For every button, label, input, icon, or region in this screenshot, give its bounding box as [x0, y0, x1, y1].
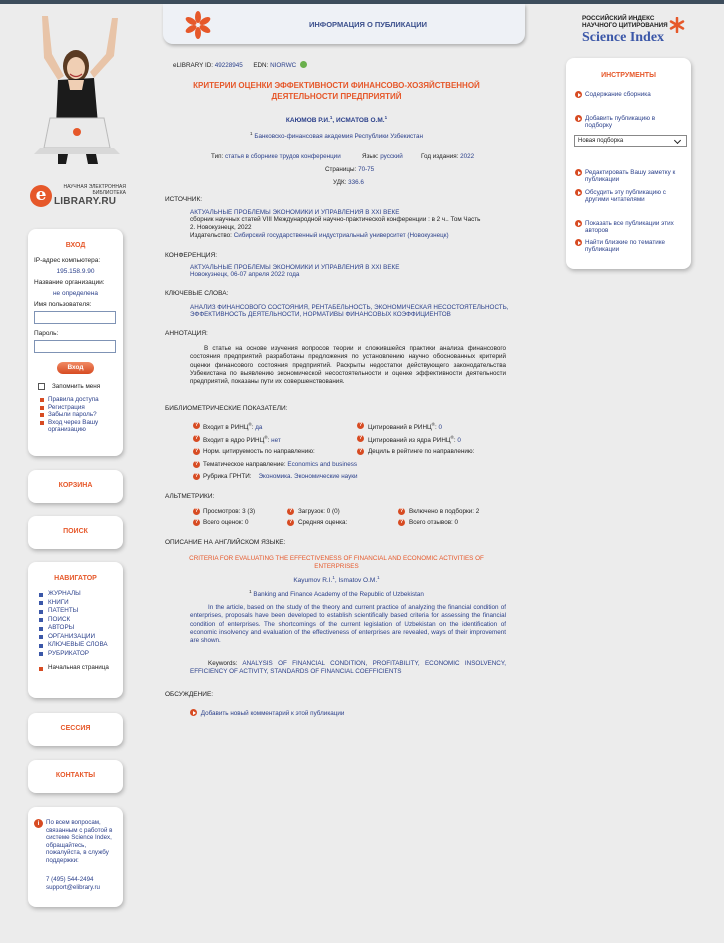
help-icon[interactable]	[287, 508, 294, 515]
arrow-icon	[190, 709, 197, 716]
english-abstract: In the article, based on the study of the theory and current practice of analyzing the financial condition of enterprises, proposals have been developed to establish scientifically based criteria for assessing the financial condition of enterprises. The shortcomings of the current legislation of Uzbekistan on the identification of economic insolvency and evaluation of the effectiveness of enterprises are revealed, ways of their improvement are shown.	[190, 604, 506, 645]
nav-search[interactable]: ПОИСК	[36, 616, 123, 625]
english-label: ОПИСАНИЕ НА АНГЛИЙСКОМ ЯЗЫКЕ:	[165, 539, 286, 546]
author-link[interactable]: ИСМАТОВ О.М.	[336, 117, 385, 125]
annotation-text: В статье на основе изучения вопросов теории и сложившейся практики анализа финансового состояния предприятий разработаны предложения по установлению научно обоснованных критерий оценки финансового состояния предприятий. Раскрыты недостатки действующего законодательства Узбекистана по выявлению экономической несостоятельности и оценке эффективности деятельности предприятий, показаны пути их совершенствования.	[190, 345, 506, 386]
nav-authors[interactable]: АВТОРЫ	[36, 624, 123, 633]
copy-icon[interactable]	[300, 61, 307, 68]
english-authors: Kayumov R.I.$^1$, Ismatov O.M.$^1$	[293, 575, 380, 585]
bullet-icon	[39, 627, 43, 631]
access-rules-link[interactable]: Правила доступа	[40, 396, 123, 404]
conference-title[interactable]: АКТУАЛЬНЫЕ ПРОБЛЕМЫ ЭКОНОМИКИ И УПРАВЛЕНИЯ В XXI ВЕКЕ	[190, 264, 400, 271]
elibrary-id-row: eLIBRARY ID: 49228945 EDN: NIORWC	[173, 61, 307, 69]
help-icon[interactable]	[193, 473, 200, 480]
tools-title: ИНСТРУМЕНТЫ	[601, 72, 656, 79]
theme-direction: Тематическое направление: Economics and business	[203, 461, 358, 468]
conference-label: КОНФЕРЕНЦИЯ:	[165, 252, 218, 259]
help-icon[interactable]	[193, 448, 200, 455]
remember-checkbox[interactable]	[38, 383, 45, 390]
science-index-tagline: РОССИЙСКИЙ ИНДЕКС НАУЧНОГО ЦИТИРОВАНИЯ	[582, 15, 668, 29]
password-label: Пароль:	[34, 330, 59, 337]
bullet-icon	[39, 644, 43, 648]
grnti-rubric: Рубрика ГРНТИ: Экономика. Экономические науки	[203, 473, 358, 480]
elibrary-logo[interactable]	[30, 183, 126, 213]
ip-value: 195.158.9.90	[56, 268, 95, 275]
bullet-icon	[39, 635, 43, 639]
tool-edit-note[interactable]: Редактировать Вашу заметку к публикации	[575, 169, 693, 183]
source-desc: сборник научных статей VIII Международной научно-практической конференции : в 2 ч.. Том Часть	[190, 216, 481, 223]
bullet-icon	[39, 593, 43, 597]
search-box[interactable]	[28, 516, 123, 549]
login-title: ВХОД	[65, 242, 86, 249]
tool-contents[interactable]: Содержание сборника	[575, 91, 687, 98]
core-in: Входит в ядро РИНЦ®: нет	[203, 435, 281, 445]
help-icon[interactable]	[398, 519, 405, 526]
help-icon[interactable]	[193, 461, 200, 468]
arrow-icon	[575, 115, 582, 122]
bullet-icon	[40, 413, 44, 417]
username-input[interactable]	[34, 311, 116, 324]
downloads-count: Загрузок: 0 (0)	[298, 508, 340, 515]
arrow-icon	[575, 189, 582, 196]
nav-organizations[interactable]: ОРГАНИЗАЦИИ	[36, 633, 123, 642]
ip-label: IP-адрес компьютера:	[34, 257, 101, 264]
publication-pages: Страницы: 70-75	[325, 166, 375, 173]
altmetrics-label: АЛЬТМЕТРИКИ:	[165, 493, 215, 500]
login-button[interactable]: Вход	[57, 362, 94, 374]
english-keywords: Keywords: ANALYSIS OF FINANCIAL CONDITION, PROFITABILITY, ECONOMIC INSOLVENCY, EFFICIENCY OF ACTIVITY, STANDARDS OF FINANCIAL COEFFICIENTS	[190, 660, 506, 676]
nav-patents[interactable]: ПАТЕНТЫ	[36, 607, 123, 616]
help-icon[interactable]	[357, 422, 364, 429]
tools-panel	[566, 58, 691, 269]
arrow-icon	[575, 220, 582, 227]
bullet-icon	[39, 601, 43, 605]
bibliometrics-label: БИБЛИОМЕТРИЧЕСКИЕ ПОКАЗАТЕЛИ:	[165, 405, 288, 412]
bullet-icon	[40, 406, 44, 410]
nav-books[interactable]: КНИГИ	[36, 599, 123, 608]
author-link[interactable]: КАЮМОВ Р.И.	[285, 117, 330, 125]
elibrary-tagline: НАУЧНАЯ ЭЛЕКТРОННАЯ БИБЛИОТЕКА	[63, 184, 126, 196]
average-rating: Средняя оценка:	[298, 519, 348, 526]
discussion-label: ОБСУЖДЕНИЕ:	[165, 691, 214, 698]
register-link[interactable]: Регистрация	[40, 404, 123, 412]
support-phone: 7 (495) 544-2494	[46, 876, 94, 883]
help-icon[interactable]	[398, 508, 405, 515]
page-title: ИНФОРМАЦИЯ О ПУБЛИКАЦИИ	[309, 20, 428, 29]
contacts-title: КОНТАКТЫ	[55, 772, 96, 779]
citations-core: Цитирований из ядра РИНЦ®: 0	[368, 435, 461, 445]
session-box[interactable]	[28, 713, 123, 746]
nav-rubricator[interactable]: РУБРИКАТОР	[36, 650, 123, 659]
nav-home[interactable]: Начальная страница	[36, 664, 123, 673]
navigator-panel	[28, 562, 123, 698]
authors-row: КАЮМОВ Р.И.$^1$, ИСМАТОВ О.М.$^1$	[285, 115, 388, 125]
publication-meta: Тип: статья в сборнике трудов конференции	[211, 153, 341, 160]
support-panel	[28, 807, 123, 907]
conference-place: Новокузнецк, 06-07 апреля 2022 года	[190, 271, 300, 278]
chevron-down-icon	[674, 137, 681, 144]
keywords-line-1[interactable]: АНАЛИЗ ФИНАНСОВОГО СОСТОЯНИЯ, РЕНТАБЕЛЬНОСТЬ, ЭКОНОМИЧЕСКАЯ НЕСОСТОЯТЕЛЬНОСТЬ,	[190, 304, 509, 311]
support-email[interactable]: support@elibrary.ru	[46, 884, 100, 891]
elibrary-id: 49228945	[214, 62, 243, 69]
arrow-icon	[575, 169, 582, 176]
org-label: Название организации:	[34, 279, 105, 286]
password-input[interactable]	[34, 340, 116, 353]
session-title: СЕССИЯ	[60, 725, 91, 732]
search-title: ПОИСК	[63, 528, 88, 535]
arrow-icon	[575, 91, 582, 98]
nav-journals[interactable]: ЖУРНАЛЫ	[36, 590, 123, 599]
keywords-line-2[interactable]: ЭФФЕКТИВНОСТЬ ДЕЯТЕЛЬНОСТИ, НОРМАТИВЫ ФИНАНСОВЫХ КОЭФФИЦИЕНТОВ	[190, 311, 451, 318]
org-login-link[interactable]: Вход через Вашу организацию	[40, 419, 110, 434]
help-icon[interactable]	[357, 448, 364, 455]
edn-value[interactable]: NIORWC	[270, 62, 297, 69]
english-affiliation: $^1$ Banking and Finance Academy of the Republic of Uzbekistan	[249, 589, 424, 599]
arrow-icon	[575, 239, 582, 246]
views-count: Просмотров: 3 (3)	[203, 508, 256, 515]
ratings-count: Всего оценок: 0	[203, 519, 249, 526]
publication-udc: УДК: 336.6	[333, 179, 364, 186]
home-icon	[39, 667, 43, 671]
help-icon[interactable]	[193, 519, 200, 526]
org-value: не определена	[52, 290, 99, 297]
help-icon[interactable]	[193, 422, 200, 429]
elibrary-logo-e: e	[30, 185, 52, 207]
add-comment-link[interactable]: Добавить новый комментарий к этой публикации	[190, 709, 344, 717]
bullet-icon	[39, 618, 43, 622]
source-label: ИСТОЧНИК:	[165, 196, 203, 203]
tool-author-publications[interactable]: Показать все публикации этих авторов	[575, 220, 685, 234]
hero-woman-laptop-image	[28, 14, 124, 164]
support-text: По всем вопросам, связанным с работой в системе Science Index, обращайтесь, пожалуйста, в службу поддержки:	[46, 819, 113, 864]
norm-citation: Норм. цитируемость по направлению:	[203, 448, 315, 455]
bullet-icon	[39, 610, 43, 614]
publication-title: КРИТЕРИИ ОЦЕНКИ ЭФФЕКТИВНОСТИ ФИНАНСОВО-ХОЗЯЙСТВЕННОЙ ДЕЯТЕЛЬНОСТИ ПРЕДПРИЯТИЙ	[193, 81, 480, 101]
help-icon[interactable]	[357, 435, 364, 442]
elibrary-name: LIBRARY.RU	[54, 196, 117, 207]
bullet-icon	[40, 398, 44, 402]
affiliation: $^1$ Банковско-финансовая академия Республики Узбекистан	[250, 131, 423, 141]
decile: Дециль в рейтинге по направлению:	[368, 448, 475, 455]
cart-title: КОРЗИНА	[58, 482, 93, 489]
source-desc-2: 2. Новокузнецк, 2022	[190, 224, 252, 231]
tool-add-to-collection[interactable]: Добавить публикацию в подборку	[575, 115, 665, 129]
info-icon: i	[34, 819, 43, 828]
source-title[interactable]: АКТУАЛЬНЫЕ ПРОБЛЕМЫ ЭКОНОМИКИ И УПРАВЛЕНИЯ В XXI ВЕКЕ	[190, 209, 400, 216]
bullet-icon	[40, 421, 44, 425]
forgot-password-link[interactable]: Забыли пароль?	[40, 411, 123, 419]
tool-discuss[interactable]: Обсудить эту публикацию с другими читателями	[575, 189, 685, 203]
english-title: CRITERIA FOR EVALUATING THE EFFECTIVENESS OF FINANCIAL AND ECONOMIC ACTIVITIES OF ENTERPRISES	[189, 555, 484, 570]
remember-row	[38, 383, 123, 391]
publication-year: Год издания: 2022	[421, 153, 475, 160]
cart-box[interactable]	[28, 470, 123, 503]
source-publisher: Издательство: Сибирский государственный индустриальный университет (Новокузнецк)	[190, 232, 449, 239]
reviews-count: Всего отзывов: 0	[409, 519, 459, 526]
annotation-label: АННОТАЦИЯ:	[165, 330, 208, 337]
citations-rinc: Цитирований в РИНЦ®: 0	[368, 422, 442, 432]
page-header	[163, 4, 525, 44]
help-icon[interactable]	[193, 508, 200, 515]
navigator-title: НАВИГАТОР	[54, 575, 97, 582]
collections-count: Включено в подборки: 2	[409, 508, 480, 515]
asterisk-logo-icon	[669, 17, 685, 33]
keywords-label: КЛЮЧЕВЫЕ СЛОВА:	[165, 290, 229, 297]
nav-keywords[interactable]: КЛЮЧЕВЫЕ СЛОВА	[36, 641, 123, 650]
username-label: Имя пользователя:	[34, 301, 92, 308]
contacts-box[interactable]	[28, 760, 123, 793]
flower-decoration-icon	[183, 10, 213, 40]
help-icon[interactable]	[193, 435, 200, 442]
rinc-in: Входит в РИНЦ®: да	[203, 422, 263, 432]
publication-lang: Язык: русский	[362, 153, 403, 160]
tool-similar-publications[interactable]: Найти близкие по тематике публикации	[575, 239, 683, 253]
science-index-logo[interactable]: Science Index	[582, 30, 665, 45]
login-panel	[28, 229, 123, 456]
help-icon[interactable]	[287, 519, 294, 526]
bullet-icon	[39, 652, 43, 656]
collection-select[interactable]: Новая подборка	[574, 135, 687, 147]
remember-label: Запомнить меня	[52, 383, 101, 390]
